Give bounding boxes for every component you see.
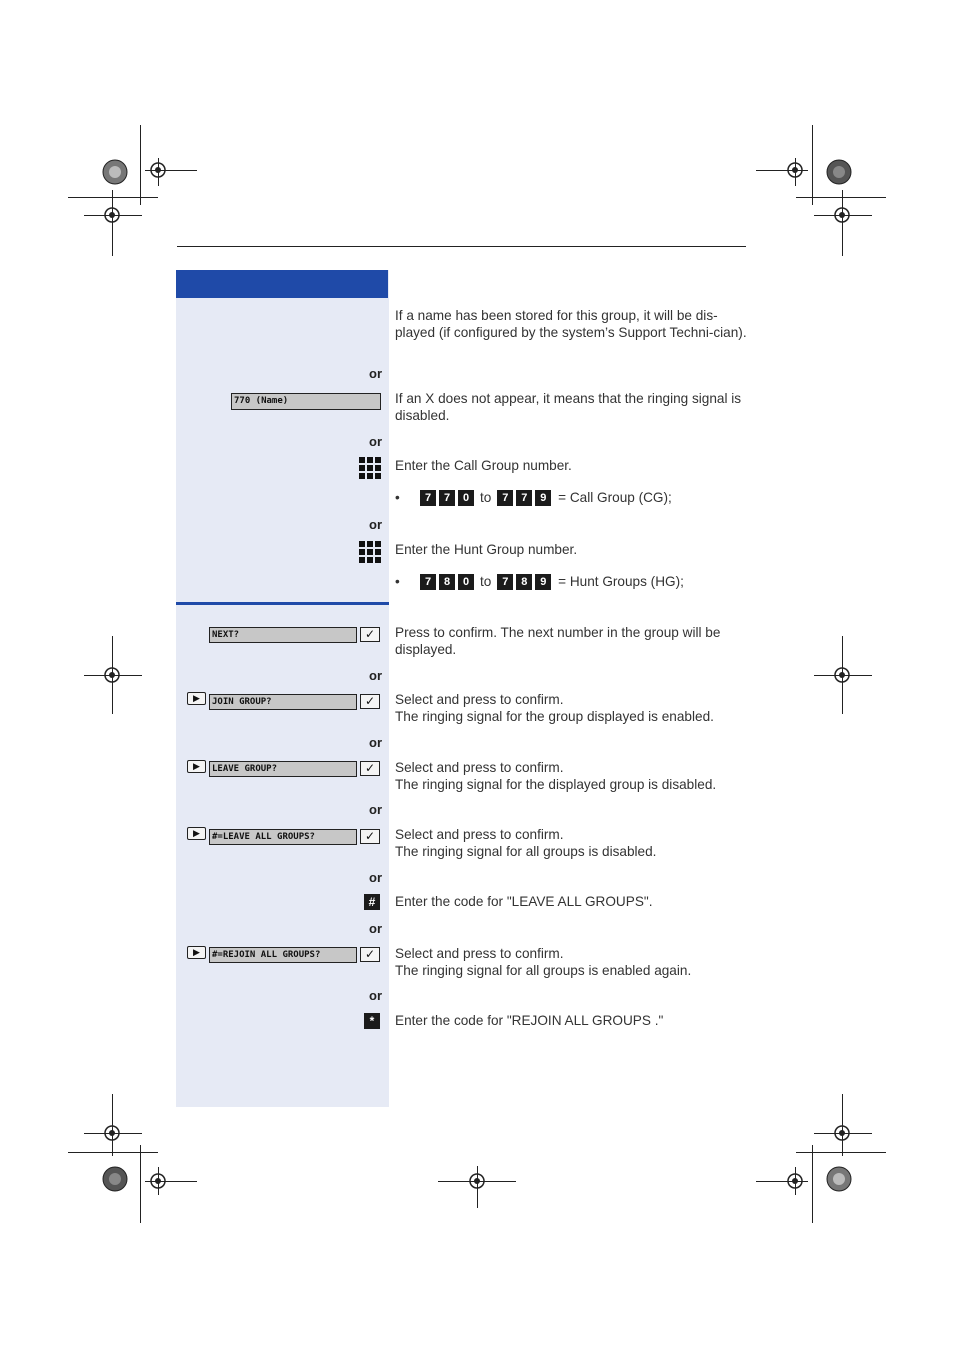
keypad-icon[interactable] <box>359 457 381 479</box>
checkmark-icon[interactable]: ✓ <box>360 694 380 709</box>
registration-target-icon <box>146 1169 170 1193</box>
registration-wheel-icon <box>826 159 852 185</box>
key-8[interactable]: 8 <box>439 574 455 590</box>
key-7[interactable]: 7 <box>516 490 532 506</box>
registration-target-icon <box>783 1169 807 1193</box>
display-leave-all-groups: #=LEAVE ALL GROUPS? <box>209 829 357 845</box>
row-1-description: If a name has been stored for this group, it will be dis-played (if configured by the system’s Support Techni-cian). <box>395 308 747 340</box>
registration-wheel-icon <box>102 1166 128 1192</box>
hunt-group-range: • 7 8 0 to 7 8 9 = Hunt Groups (HG); <box>395 574 684 589</box>
scroll-arrow-icon[interactable]: ▶ <box>187 946 206 959</box>
key-9[interactable]: 9 <box>535 574 551 590</box>
registration-wheel-icon <box>826 1166 852 1192</box>
row-6-line-2: The ringing signal for the group displayed is enabled. <box>395 708 714 724</box>
scroll-arrow-icon[interactable]: ▶ <box>187 827 206 840</box>
row-5-description: Press to confirm. The next number in the group will be displayed. <box>395 625 721 657</box>
registration-target-icon <box>465 1169 489 1193</box>
checkmark-icon[interactable]: ✓ <box>360 829 380 844</box>
row-10-line-1: Select and press to confirm. <box>395 946 564 961</box>
registration-target-icon <box>830 203 854 227</box>
registration-target-icon <box>783 158 807 182</box>
or-label: or <box>369 802 382 817</box>
display-join-group: JOIN GROUP? <box>209 694 357 710</box>
registration-target-icon <box>100 203 124 227</box>
row-2-description: If an X does not appear, it means that the ringing signal is disabled. <box>395 391 742 423</box>
registration-target-icon <box>830 1121 854 1145</box>
key-7[interactable]: 7 <box>497 490 513 506</box>
range-suffix: = Call Group (CG); <box>558 490 672 505</box>
or-label: or <box>369 434 382 449</box>
key-7[interactable]: 7 <box>439 490 455 506</box>
row-10-description <box>395 946 747 979</box>
header-rule <box>177 246 746 247</box>
or-label: or <box>369 517 382 532</box>
section-divider <box>176 602 389 605</box>
or-label: or <box>369 735 382 750</box>
call-group-range: • 7 7 0 to 7 7 9 = Call Group (CG); <box>395 490 672 505</box>
keypad-icon[interactable] <box>359 541 381 563</box>
registration-target-icon <box>100 663 124 687</box>
registration-wheel-icon <box>102 159 128 185</box>
or-label: or <box>369 921 382 936</box>
row-7-line-2: The ringing signal for the displayed group is disabled. <box>395 776 717 792</box>
row-7-description <box>395 760 747 793</box>
range-to: to <box>480 490 492 505</box>
or-label: or <box>369 366 382 381</box>
checkmark-icon[interactable]: ✓ <box>360 627 380 642</box>
or-label: or <box>369 870 382 885</box>
row-11-description: Enter the code for "REJOIN ALL GROUPS ." <box>395 1013 664 1028</box>
row-8-line-1: Select and press to confirm. <box>395 827 564 842</box>
range-suffix: = Hunt Groups (HG); <box>558 574 684 589</box>
display-leave-group: LEAVE GROUP? <box>209 761 357 777</box>
key-7[interactable]: 7 <box>420 574 436 590</box>
key-0[interactable]: 0 <box>458 490 474 506</box>
row-7-line-1: Select and press to confirm. <box>395 760 564 775</box>
key-8[interactable]: 8 <box>516 574 532 590</box>
row-9-description: Enter the code for "LEAVE ALL GROUPS". <box>395 894 653 909</box>
checkmark-icon[interactable]: ✓ <box>360 947 380 962</box>
registration-target-icon <box>100 1121 124 1145</box>
hash-key[interactable]: # <box>364 894 380 910</box>
row-8-description <box>395 827 747 860</box>
scroll-arrow-icon[interactable]: ▶ <box>187 692 206 705</box>
range-to: to <box>480 574 492 589</box>
registration-target-icon <box>146 158 170 182</box>
key-0[interactable]: 0 <box>458 574 474 590</box>
row-8-line-2: The ringing signal for all groups is disabled. <box>395 843 657 859</box>
or-label: or <box>369 988 382 1003</box>
row-4-description: Enter the Hunt Group number. <box>395 542 578 557</box>
row-6-line-1: Select and press to confirm. <box>395 692 564 707</box>
key-9[interactable]: 9 <box>535 490 551 506</box>
display-group-name: 770 (Name) <box>231 393 381 410</box>
registration-target-icon <box>830 663 854 687</box>
row-3-description: Enter the Call Group number. <box>395 458 572 473</box>
key-7[interactable]: 7 <box>420 490 436 506</box>
key-7[interactable]: 7 <box>497 574 513 590</box>
or-label: or <box>369 668 382 683</box>
row-6-description <box>395 692 747 725</box>
display-rejoin-all-groups: #=REJOIN ALL GROUPS? <box>209 947 357 963</box>
row-10-line-2: The ringing signal for all groups is enabled again. <box>395 962 692 978</box>
star-key[interactable]: * <box>364 1013 380 1029</box>
section-header-bar <box>176 270 388 298</box>
display-next: NEXT? <box>209 627 357 643</box>
checkmark-icon[interactable]: ✓ <box>360 761 380 776</box>
scroll-arrow-icon[interactable]: ▶ <box>187 760 206 773</box>
